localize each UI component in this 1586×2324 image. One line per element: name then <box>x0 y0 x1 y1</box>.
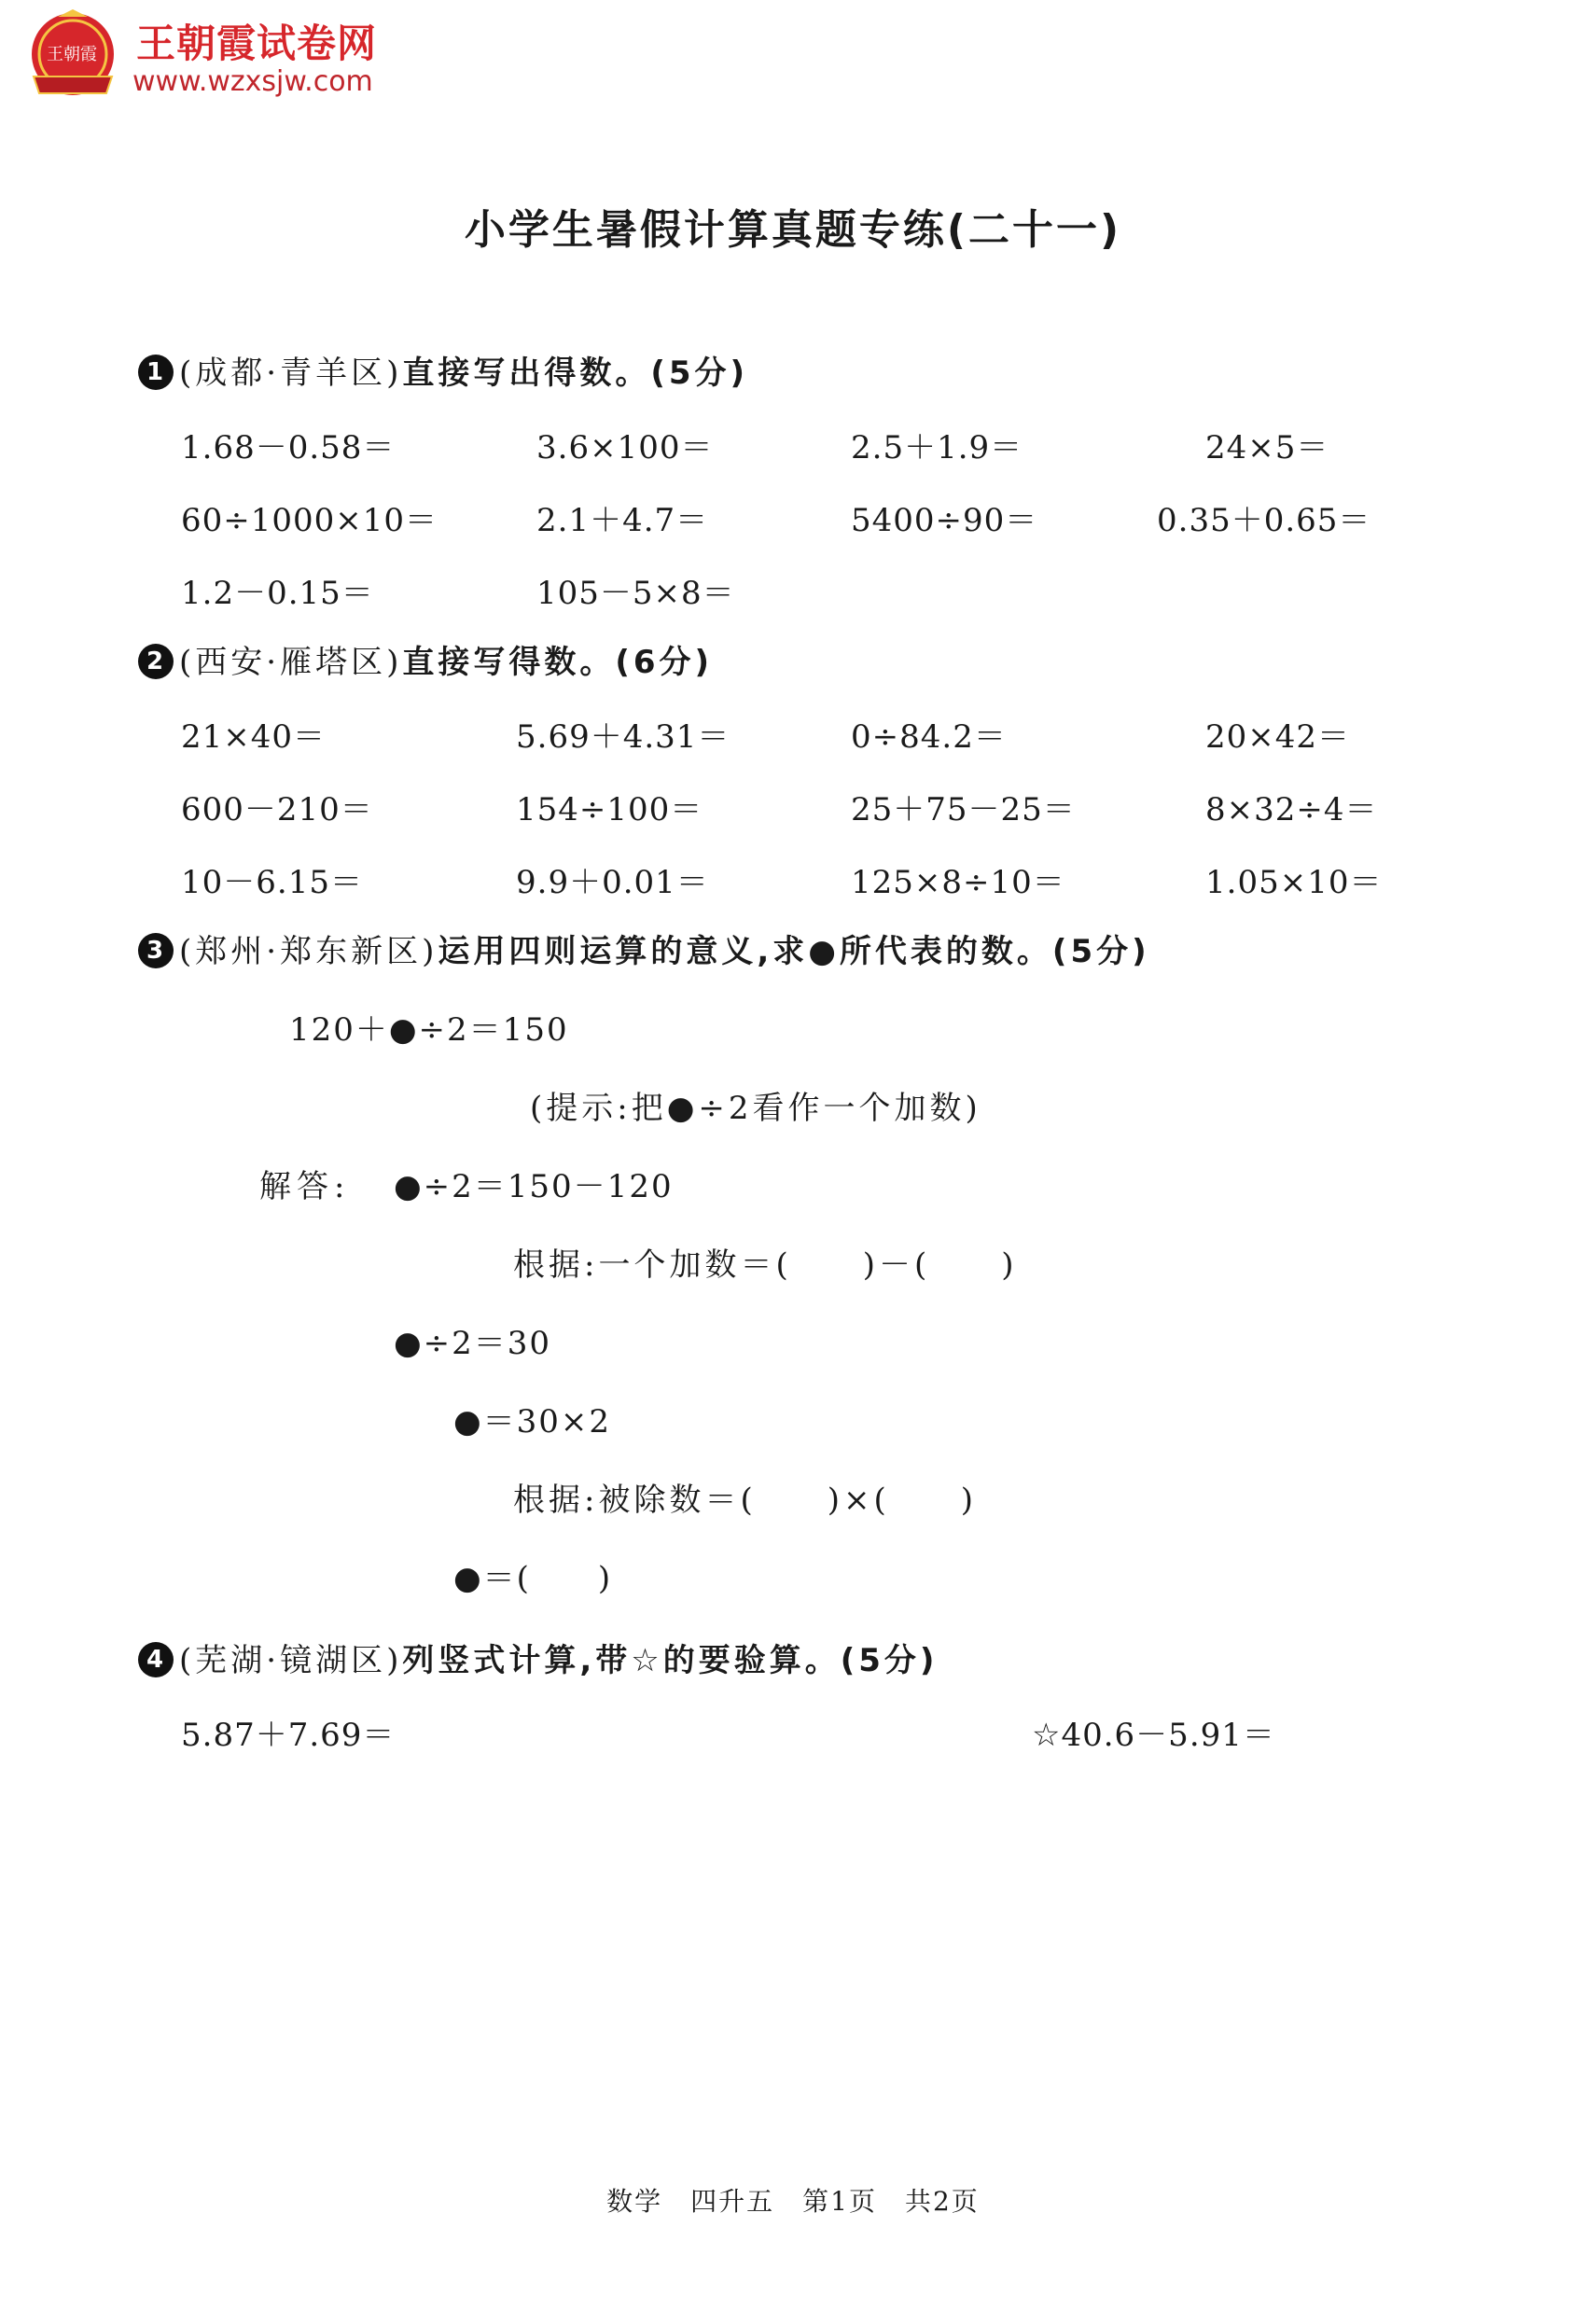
brand-url[interactable]: www.wzxsjw.com <box>132 65 373 98</box>
calc-item: 5.87＋7.69＝ <box>181 1717 396 1754</box>
question-4-heading <box>138 1635 938 1680</box>
question-number-badge: 1 <box>138 355 174 390</box>
calc-item: 5400÷90＝ <box>851 502 1038 539</box>
solution-reason: 根据:被除数＝( )×( ) <box>513 1482 978 1519</box>
calc-item: ☆40.6－5.91＝ <box>1032 1717 1275 1754</box>
calc-item: 2.1＋4.7＝ <box>536 502 709 539</box>
question-source: (西安·雁塔区) <box>179 644 403 681</box>
calc-item: 2.5＋1.9＝ <box>851 429 1023 466</box>
brand-name: 王朝霞试卷网 <box>136 21 378 66</box>
calc-item: 25＋75－25＝ <box>851 791 1076 828</box>
solution-step: ●＝( ) <box>453 1560 613 1597</box>
calc-item: 5.69＋4.31＝ <box>516 718 730 756</box>
question-number-badge: 4 <box>138 1642 174 1677</box>
calc-item: 600－210＝ <box>181 791 373 828</box>
calc-item: 8×32÷4＝ <box>1205 791 1378 828</box>
question-source: (郑州·郑东新区) <box>179 933 438 970</box>
solution-step: ●＝30×2 <box>453 1403 612 1440</box>
calc-item: 3.6×100＝ <box>536 429 714 466</box>
calc-item: 1.68－0.58＝ <box>181 429 396 466</box>
question-text: 直接写出得数。(5分) <box>402 355 749 392</box>
question-source: (成都·青羊区) <box>179 355 403 392</box>
calc-item: 21×40＝ <box>181 718 327 756</box>
question-text: 运用四则运算的意义,求●所代表的数。(5分) <box>438 933 1150 970</box>
calc-item: 10－6.15＝ <box>181 864 363 901</box>
calc-item: 1.2－0.15＝ <box>181 575 374 612</box>
answer-label: 解答: <box>259 1168 351 1205</box>
solution-step: ●÷2＝150－120 <box>394 1168 674 1205</box>
question-3-heading <box>138 925 1150 971</box>
page-footer: 数学 四升五 第1页 共2页 <box>606 2186 980 2217</box>
question-1-heading <box>138 347 748 393</box>
calc-item: 1.05×10＝ <box>1205 864 1383 901</box>
question-text: 列竖式计算,带☆的要验算。(5分) <box>402 1642 939 1679</box>
equation: 120＋●÷2＝150 <box>289 1011 569 1049</box>
calc-item: 105－5×8＝ <box>536 575 735 612</box>
calc-item: 24×5＝ <box>1205 429 1329 466</box>
seal-text: 王朝霞 <box>47 45 97 64</box>
calc-item: 0÷84.2＝ <box>851 718 1007 756</box>
solution-step: ●÷2＝30 <box>394 1325 552 1362</box>
watermark-logo <box>26 7 418 101</box>
solution-reason: 根据:一个加数＝( )－( ) <box>513 1246 1018 1284</box>
calc-item: 20×42＝ <box>1205 718 1351 756</box>
question-source: (芜湖·镜湖区) <box>179 1642 403 1679</box>
question-number-badge: 3 <box>138 933 174 968</box>
calc-item: 60÷1000×10＝ <box>181 502 438 539</box>
question-number-badge: 2 <box>138 644 174 679</box>
page-title: 小学生暑假计算真题专练(二十一) <box>464 206 1122 254</box>
calc-item: 125×8÷10＝ <box>851 864 1065 901</box>
hint-text: (提示:把●÷2看作一个加数) <box>530 1090 981 1127</box>
calc-item: 154÷100＝ <box>516 791 703 828</box>
calc-item: 9.9＋0.01＝ <box>516 864 709 901</box>
question-text: 直接写得数。(6分) <box>402 644 714 681</box>
calc-item: 0.35＋0.65＝ <box>1157 502 1371 539</box>
question-2-heading <box>138 636 713 682</box>
